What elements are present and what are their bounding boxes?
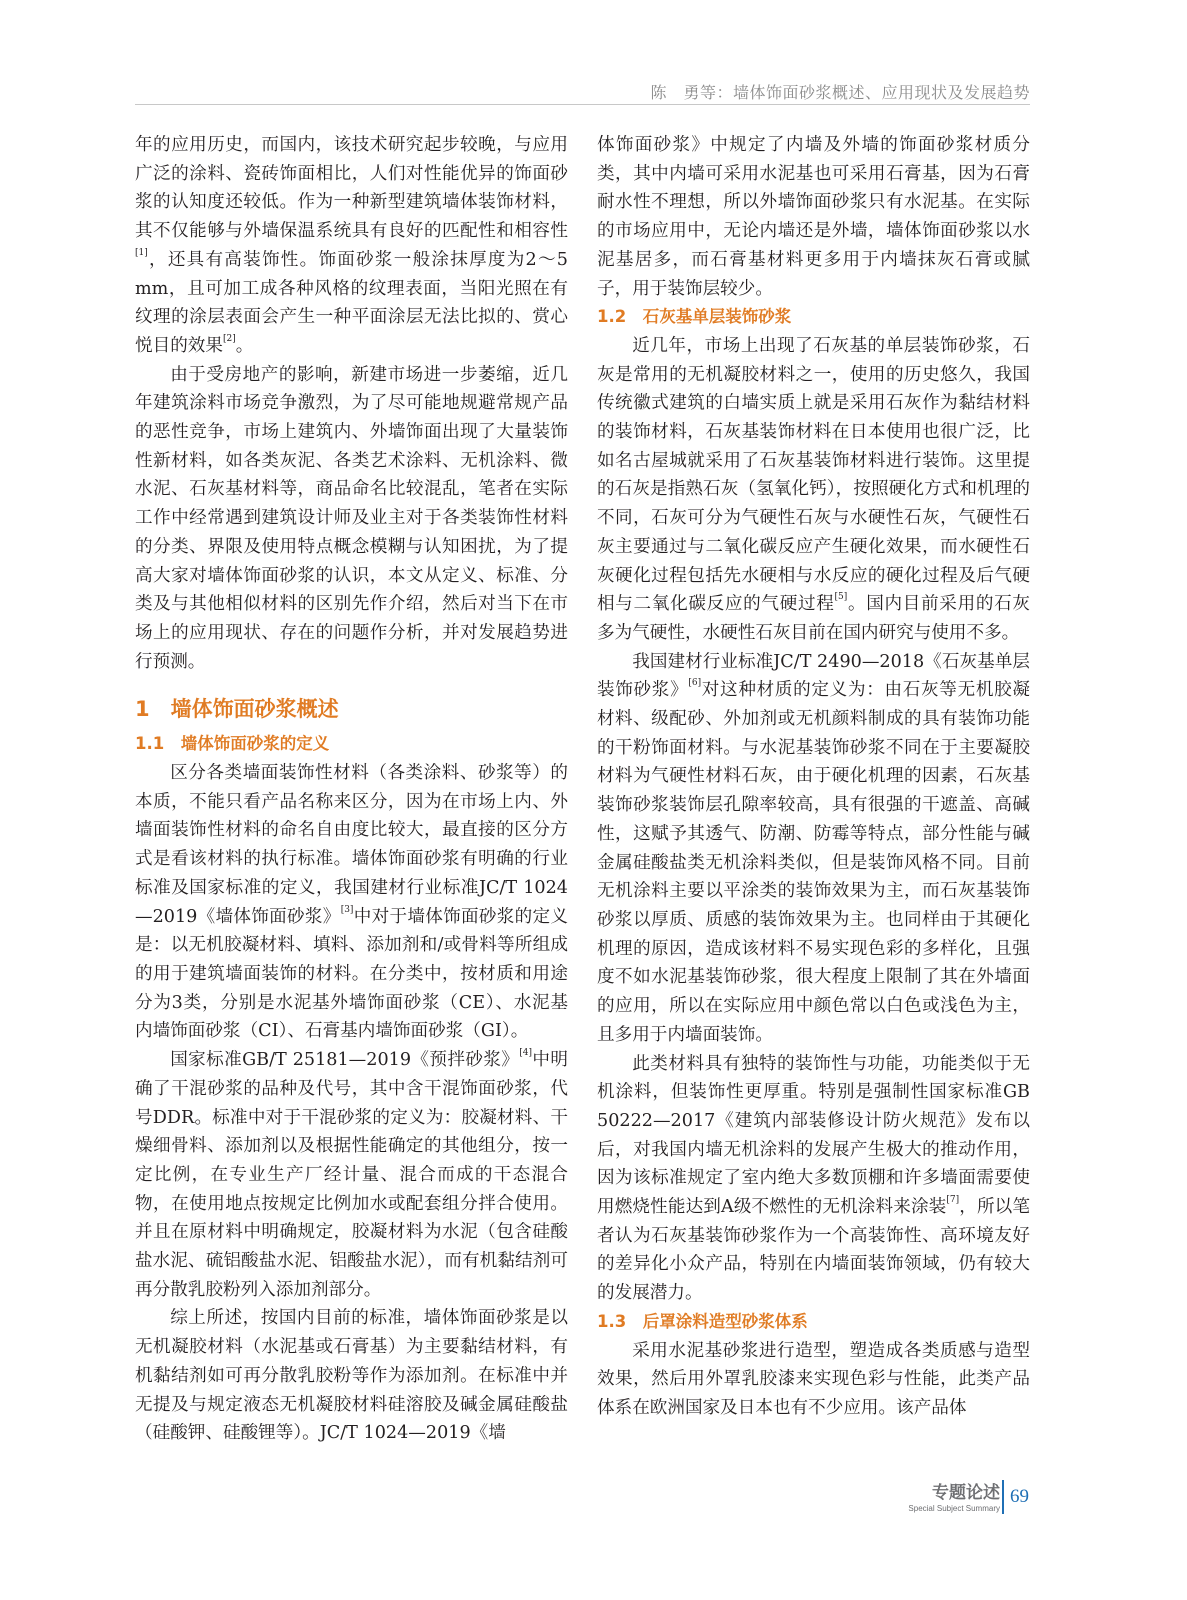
paragraph-text: 对这种材质的定义为：由石灰等无机胶凝材料、级配砂、外加剂或无机颜料制成的具有装饰功能的干粉饰面材料。与水泥基装饰砂浆不同在于主要凝胶材料为气硬性材料石灰，由于硬化机理的因素，石灰基装饰砂浆装饰层孔隙率较高，具有很强的干遮盖、高碱性，这赋予其透气、防潮、防霉等特点，部分性能与碱金属硅酸盐类无机涂料类似，但是装饰风格不同。目前无机涂料主要以平涂类的装饰效果为主，而石灰基装饰砂浆以厚质、质感的装饰效果为主。也同样由于其硬化机理的原因，造成该材料不易实现色彩的多样化，且强度不如水泥基装饰砂浆，很大程度上限制了其在外墙面的应用，所以在实际应用中颜色常以白色或浅色为主，且多用于内墙面装饰。: [597, 680, 1030, 1045]
paragraph-text: ，还具有高装饰性。饰面砂浆一般涂抹厚度为2～5 mm，且可加工成各种风格的纹理表面，当阳光照在有纹理的涂层表面会产生一种平面涂层无法比拟的、赏心悦目的效果: [135, 249, 568, 356]
subsection-heading: 1.3 后罩涂料造型砂浆体系: [597, 1311, 808, 1331]
paragraph-text: 近几年，市场上出现了石灰基的单层装饰砂浆，石灰是常用的无机凝胶材料之一，使用的历史悠久，我国传统徽式建筑的白墙实质上就是采用石灰作为黏结材料的装饰材料，石灰基装饰材料在日本使用也很广泛，比如名古屋城就采用了石灰基装饰材料进行装饰。这里提的石灰是指熟石灰（氢氧化钙），按照硬化方式和机理的不同，石灰可分为气硬性石灰与水硬性石灰，气硬性石灰主要通过与二氧化碳反应产生硬化效果，而水硬性石灰硬化过程包括先水硬相与水反应的硬化过程及后气硬相与二氧化碳反应的气硬过程: [597, 335, 1030, 615]
paragraph-text: 我国建材行业标准JC/T 2490—2018《石灰基单层装饰砂浆》: [597, 651, 1030, 701]
paragraph-text: 中对于墙体饰面砂浆的定义是：以无机胶凝材料、填料、添加剂和/或骨料等所组成的用于建筑墙面装饰的材料。在分类中，按材质和用途分为3类，分别是水泥基外墙饰面砂浆（CE）、水泥基内墙饰面砂浆（CI）、石膏基内墙饰面砂浆（GI）。: [135, 906, 568, 1042]
paragraph-text: 由于受房地产的影响，新建市场进一步萎缩，近几年建筑涂料市场竞争激烈，为了尽可能地规避常规产品的恶性竞争，市场上建筑内、外墙饰面出现了大量装饰性新材料，如各类灰泥、各类艺术涂料、无机涂料、微水泥、石灰基材料等，商品命名比较混乱，笔者在实际工作中经常遇到建筑设计师及业主对于各类装饰性材料的分类、界限及使用特点概念模糊与认知困扰，为了提高大家对墙体饰面砂浆的认识，本文从定义、标准、分类及与其他相似材料的区别先作介绍，然后对当下在市场上的应用现状、存在的问题作分析，并对发展趋势进行预测。: [135, 364, 568, 672]
citation-ref: [6]: [688, 678, 702, 689]
paragraph-text: 国家标准GB/T 25181—2019《预拌砂浆》: [170, 1050, 520, 1071]
running-header: [135, 80, 1030, 105]
body-paragraph: [135, 131, 568, 361]
section-heading: 1 墙体饰面砂浆概述: [135, 697, 339, 722]
paragraph-text: 采用水泥基砂浆进行造型，塑造成各类质感与造型效果，然后用外罩乳胶漆来实现色彩与性能，此类产品体系在欧洲国家及日本也有不少应用。该产品体: [597, 1340, 1030, 1418]
body-paragraph: [597, 1337, 1030, 1423]
body-paragraph: [135, 361, 568, 677]
page-footer: [880, 1478, 1040, 1528]
body-paragraph: [597, 332, 1030, 648]
paragraph-text: 年的应用历史，而国内，该技术研究起步较晚，与应用广泛的涂料、瓷砖饰面相比，人们对性能优异的饰面砂浆的认知度还较低。作为一种新型建筑墙体装饰材料，其不仅能够与外墙保温系统具有良好的匹配性和相容性: [135, 135, 568, 242]
page-number: 69: [1010, 1486, 1029, 1507]
running-title: 陈 勇等：墙体饰面砂浆概述、应用现状及发展趋势: [650, 83, 1030, 102]
paragraph-text: 区分各类墙面装饰性材料（各类涂料、砂浆等）的本质，不能只看产品名称来区分，因为在市场上内、外墙面装饰性材料的命名自由度比较大，最直接的区分方式是看该材料的执行标准。墙体饰面砂浆有明确的行业标准及国家标准的定义，我国建材行业标准JC/T 1024—2019《墙体饰面砂浆》: [135, 763, 568, 927]
body-paragraph: [135, 1304, 568, 1448]
paragraph-text: 。: [235, 335, 254, 356]
left-column: [135, 131, 568, 1448]
footer-divider: [1002, 1480, 1004, 1514]
citation-ref: [3]: [340, 904, 354, 915]
citation-ref: [2]: [222, 333, 236, 344]
footer-section-subtitle: Special Subject Summary: [908, 1504, 1000, 1513]
paragraph-text: 体饰面砂浆》中规定了内墙及外墙的饰面砂浆材质分类，其中内墙可采用水泥基也可采用石膏基，因为石膏耐水性不理想，所以外墙饰面砂浆只有水泥基。在实际的市场应用中，无论内墙还是外墙，墙体饰面砂浆以水泥基居多，而石膏基材料更多用于内墙抹灰石膏或腻子，用于装饰层较少。: [597, 135, 1030, 299]
paragraph-text: 综上所述，按国内目前的标准，墙体饰面砂浆是以无机凝胶材料（水泥基或石膏基）为主要黏结材料，有机黏结剂如可再分散乳胶粉等作为添加剂。在标准中并无提及与规定液态无机凝胶材料硅溶胶及碱金属硅酸盐（硅酸钾、硅酸锂等）。JC/T 1024—2019《墙: [135, 1308, 568, 1444]
subsection-heading: 1.1 墙体饰面砂浆的定义: [135, 734, 330, 754]
citation-ref: [5]: [834, 592, 848, 603]
paragraph-text: 此类材料具有独特的装饰性与功能，功能类似于无机涂料，但装饰性更厚重。特别是强制性国家标准GB 50222—2017《建筑内部装修设计防火规范》发布以后，对我国内墙无机涂料的发展产生极大的推动作用，因为该标准规定了室内绝大多数顶棚和许多墙面需要使用燃烧性能达到A级不燃性的无机涂料来涂装: [597, 1053, 1030, 1218]
paragraph-text: 。国内目前采用的石灰多为气硬性，水硬性石灰目前在国内研究与使用不多。: [597, 594, 1030, 643]
body-paragraph: [135, 1046, 568, 1304]
paragraph-text: 中明确了干混砂浆的品种及代号，其中含干混饰面砂浆，代号DDR。标准中对于干混砂浆的定义为：胶凝材料、干燥细骨料、添加剂以及根据性能确定的其他组分，按一定比例，在专业生产厂经计量、混合而成的干态混合物，在使用地点按规定比例加水或配套组分拌合使用。并且在原材料中明确规定，胶凝材料为水泥（包含硅酸盐水泥、硫铝酸盐水泥、铝酸盐水泥），而有机黏结剂可再分散乳胶粉列入添加剂部分。: [135, 1050, 568, 1300]
citation-ref: [7]: [946, 1195, 960, 1206]
citation-ref: [1]: [135, 247, 148, 258]
citation-ref: [4]: [519, 1048, 533, 1059]
footer-section-title: 专题论述: [932, 1483, 1000, 1503]
paragraph-text: ，所以笔者认为石灰基装饰砂浆作为一个高装饰性、高环境友好的差异化小众产品，特别在内墙面装饰领域，仍有较大的发展潜力。: [597, 1197, 1030, 1304]
body-paragraph: [597, 131, 1030, 303]
subsection-heading: 1.2 石灰基单层装饰砂浆: [597, 307, 792, 327]
body-paragraph: [135, 759, 568, 1046]
body-paragraph: [597, 648, 1030, 1050]
right-column: [597, 131, 1030, 1423]
body-paragraph: [597, 1050, 1030, 1308]
